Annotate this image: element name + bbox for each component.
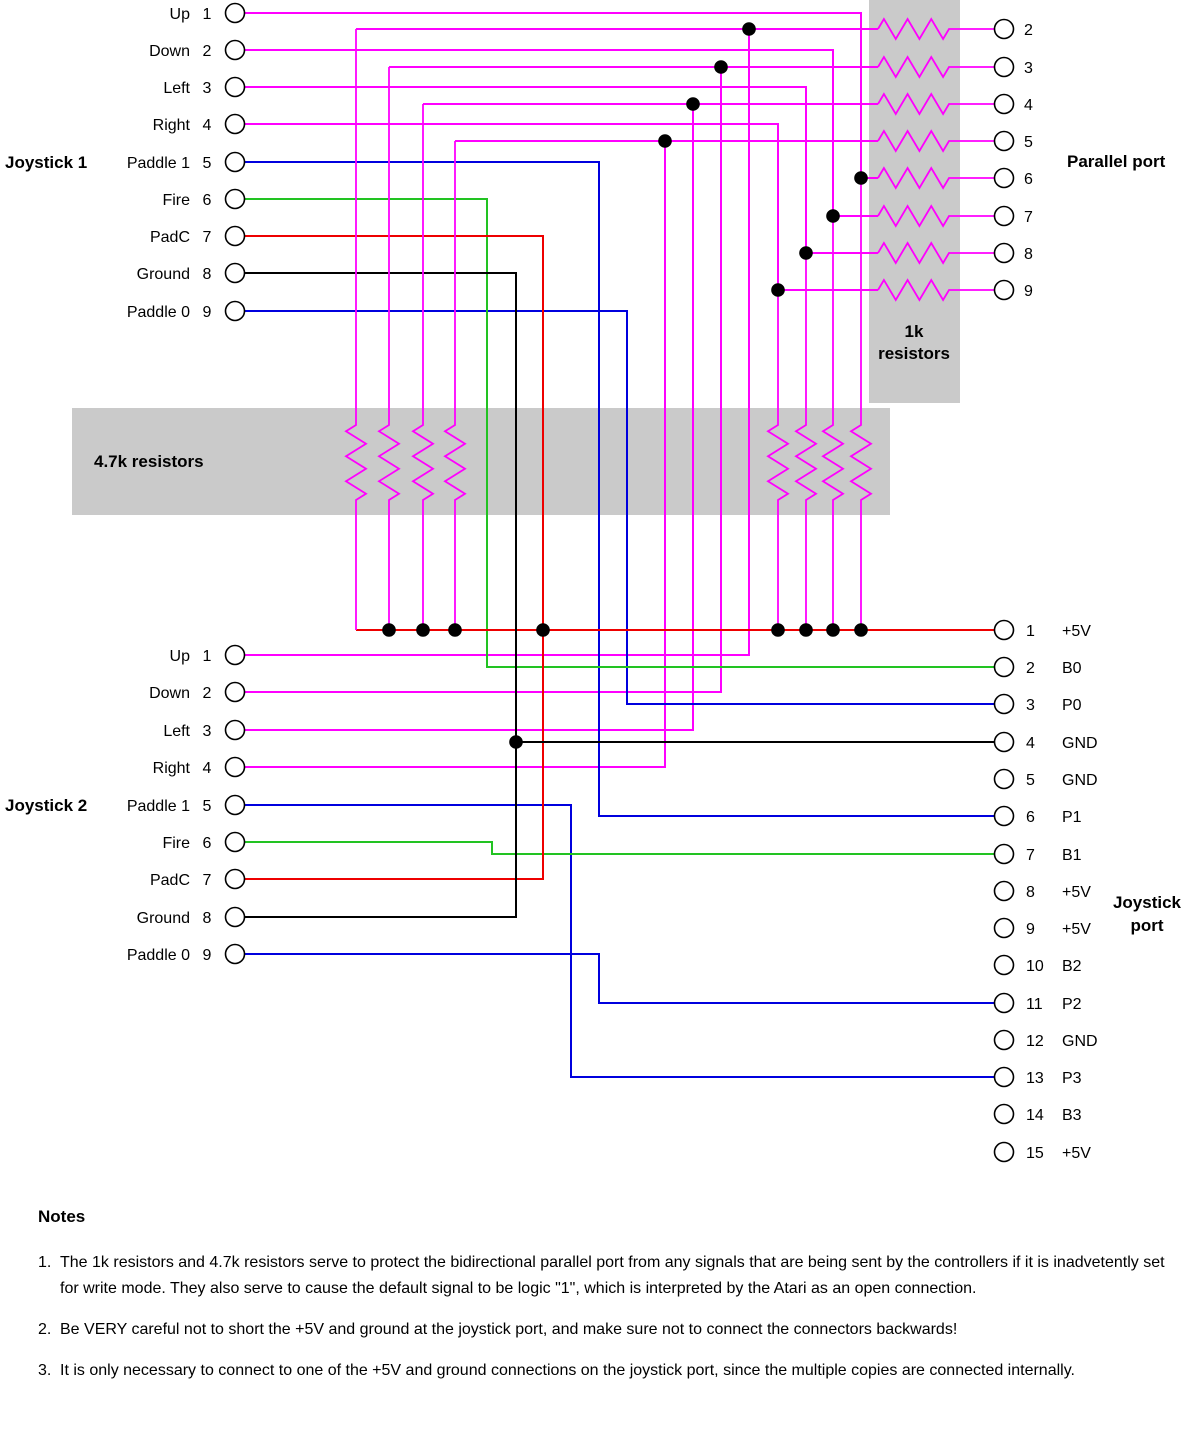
wire-j1-right (244, 124, 778, 290)
joystick-port-pin-label: B0 (1062, 660, 1082, 677)
wire-j1-down (244, 50, 833, 216)
joystick1-pin-8-circle (226, 264, 245, 283)
joystick2-pin-label: Left (163, 723, 190, 740)
joystick-port-pin-number: 9 (1026, 921, 1035, 938)
joystick-port-pin-label: P1 (1062, 809, 1082, 826)
parallel-port-pin-8-circle (995, 244, 1014, 263)
note-number: 3. (38, 1362, 52, 1379)
joystick2-pin-number: 3 (202, 723, 212, 740)
parallel-port-pin-6-circle (995, 169, 1014, 188)
joystick1-pin-label: Fire (162, 192, 190, 209)
joystick2-pin-number: 4 (202, 760, 212, 777)
junction-dot (658, 134, 672, 148)
joystick1-pin-2-circle (226, 41, 245, 60)
wire-j2-ground (244, 742, 516, 917)
band-47k-label: 4.7k resistors (94, 452, 204, 471)
joystick-port-pin-1-circle (995, 621, 1014, 640)
joystick-port-pin-number: 1 (1026, 623, 1035, 640)
joystick1-pin-1-circle (226, 4, 245, 23)
parallel-port-pin-5-circle (995, 132, 1014, 151)
resistor-4k7 (413, 104, 433, 630)
joystick1-pin-3-circle (226, 78, 245, 97)
joystick-port-pin-number: 2 (1026, 660, 1035, 677)
joystick-port-pin-label: P0 (1062, 697, 1082, 714)
parallel-port-pin-4-circle (995, 95, 1014, 114)
junction-dot (771, 283, 785, 297)
junction-dot (686, 97, 700, 111)
joystick1-pin-number: 3 (202, 80, 212, 97)
joystick2-pin-number: 7 (202, 872, 212, 889)
note-number: 2. (38, 1321, 52, 1338)
junction-dot (448, 623, 462, 637)
joystick-port-pin-5-circle (995, 770, 1014, 789)
joystick1-pin-number: 6 (202, 192, 212, 209)
junction-dot (854, 171, 868, 185)
joystick2-pin-number: 1 (202, 648, 212, 665)
joystick-port-pin-7-circle (995, 845, 1014, 864)
joystick-port-pin-6-circle (995, 807, 1014, 826)
resistor-4k7 (851, 178, 871, 630)
joystick-port-pin-11-circle (995, 994, 1014, 1013)
joystick2-pin-3-circle (226, 721, 245, 740)
parallel-port-pin-2-circle (995, 20, 1014, 39)
joystick1-pin-number: 4 (202, 117, 212, 134)
joystick-port-pin-label: +5V (1062, 884, 1091, 901)
resistor-4k7 (346, 29, 366, 630)
joystick2-pin-number: 8 (202, 910, 212, 927)
junction-dot (826, 209, 840, 223)
joystick-port-pin-10-circle (995, 956, 1014, 975)
band-1k-label-line2: resistors (878, 344, 950, 363)
junction-dot (854, 623, 868, 637)
parallel-port-pin-number: 4 (1024, 97, 1033, 114)
joystick1-title: Joystick 1 (5, 153, 88, 172)
parallel-port-pin-number: 7 (1024, 209, 1033, 226)
joystick2-pin-label: Right (152, 760, 190, 777)
joystick1-pin-label: Paddle 0 (126, 304, 190, 321)
joystick1-pin-6-circle (226, 190, 245, 209)
notes-section (38, 1204, 1183, 1399)
band-1k-label-line1: 1k (904, 322, 924, 341)
joystick-port-title-line2: port (1130, 916, 1164, 935)
junction-dot (536, 623, 550, 637)
joystick-port-pin-label: B2 (1062, 958, 1082, 975)
joystick1-pin-label: Down (149, 43, 190, 60)
joystick2-pin-4-circle (226, 758, 245, 777)
junction-dot (714, 60, 728, 74)
joystick2-pin-number: 5 (202, 798, 212, 815)
joystick2-pin-1-circle (226, 646, 245, 665)
joystick-port-pin-2-circle (995, 658, 1014, 677)
joystick1-pin-number: 1 (202, 6, 212, 23)
parallel-port-pin-9-circle (995, 281, 1014, 300)
joystick-port-pin-label: +5V (1062, 921, 1091, 938)
joystick2-pin-label: Paddle 1 (126, 798, 190, 815)
junction-dot (826, 623, 840, 637)
joystick2-pin-9-circle (226, 945, 245, 964)
junction-dot (742, 22, 756, 36)
junction-dot (799, 623, 813, 637)
note-text: The 1k resistors and 4.7k resistors serve to protect the bidirectional parallel port from any signals that are being sent by the controllers if it is inadvetently set for write mode. They also serve to cause the default signal to be logic "1", which is interpreted by the Atari as an open connection. (60, 1254, 1165, 1297)
joystick2-pin-7-circle (226, 870, 245, 889)
joystick1-pin-label: Ground (136, 266, 190, 283)
joystick-port-pin-number: 12 (1026, 1033, 1044, 1050)
joystick-port-pin-number: 14 (1026, 1107, 1044, 1124)
joystick-port-pin-label: P2 (1062, 996, 1082, 1013)
joystick-port-pin-number: 11 (1026, 996, 1043, 1013)
joystick-port-pin-label: +5V (1062, 1145, 1091, 1162)
joystick-port-pin-4-circle (995, 733, 1014, 752)
joystick-port-pin-13-circle (995, 1068, 1014, 1087)
joystick-port-pin-number: 5 (1026, 772, 1035, 789)
notes-title: Notes (38, 1207, 86, 1226)
parallel-port-pin-number: 3 (1024, 60, 1033, 77)
parallel-port-pin-7-circle (995, 207, 1014, 226)
parallel-port-pin-3-circle (995, 58, 1014, 77)
note-item-1 (38, 1250, 1183, 1302)
note-text: Be VERY careful not to short the +5V and ground at the joystick port, and make sure not to connect the connectors backwards! (60, 1321, 958, 1338)
joystick1-pin-number: 9 (202, 304, 212, 321)
joystick1-pin-number: 2 (202, 43, 212, 60)
parallel-port-pin-number: 2 (1024, 22, 1033, 39)
joystick2-pin-5-circle (226, 796, 245, 815)
joystick2-pin-label: Up (169, 648, 190, 665)
joystick-port-pin-number: 7 (1026, 847, 1035, 864)
joystick2-pin-8-circle (226, 908, 245, 927)
joystick1-pin-4-circle (226, 115, 245, 134)
junction-dot (382, 623, 396, 637)
junction-dot (771, 623, 785, 637)
joystick2-pin-label: PadC (149, 872, 190, 889)
joystick1-pin-label: Paddle 1 (126, 155, 190, 172)
joystick1-pin-number: 8 (202, 266, 212, 283)
joystick-port-pin-number: 6 (1026, 809, 1035, 826)
resistor-4k7 (445, 141, 465, 630)
joystick-port-pin-14-circle (995, 1105, 1014, 1124)
joystick2-pin-6-circle (226, 833, 245, 852)
joystick-port-pin-8-circle (995, 882, 1014, 901)
wire-j2-paddle0-p2 (244, 954, 994, 1003)
joystick2-pin-number: 6 (202, 835, 212, 852)
joystick-port-pin-label: P3 (1062, 1070, 1082, 1087)
joystick-port-pin-label: GND (1062, 1033, 1098, 1050)
joystick2-pin-label: Fire (162, 835, 190, 852)
joystick-port-title-line1: Joystick (1112, 893, 1182, 912)
parallel-port-title: Parallel port (1067, 152, 1166, 171)
joystick-port-pin-number: 4 (1026, 735, 1035, 752)
note-item-2 (38, 1317, 1183, 1343)
junction-dot (799, 246, 813, 260)
wire-j2-up (244, 29, 749, 655)
joystick-port-pin-label: GND (1062, 735, 1098, 752)
joystick2-pin-label: Paddle 0 (126, 947, 190, 964)
joystick2-pin-number: 9 (202, 947, 212, 964)
joystick-port-pin-9-circle (995, 919, 1014, 938)
resistor-4k7 (379, 67, 399, 630)
joystick-port-pin-3-circle (995, 695, 1014, 714)
joystick-port-pin-number: 10 (1026, 958, 1044, 975)
joystick2-pin-label: Ground (136, 910, 190, 927)
joystick1-pin-number: 7 (202, 229, 212, 246)
joystick-port-pin-number: 3 (1026, 697, 1035, 714)
parallel-port-pin-number: 9 (1024, 283, 1033, 300)
joystick2-title: Joystick 2 (5, 796, 88, 815)
joystick1-pin-7-circle (226, 227, 245, 246)
note-number: 1. (38, 1254, 52, 1271)
joystick2-pin-number: 2 (202, 685, 212, 702)
joystick2-pin-label: Down (149, 685, 190, 702)
wire-j2-paddle1-p3 (244, 805, 994, 1077)
joystick1-pin-number: 5 (202, 155, 212, 172)
parallel-port-pin-number: 8 (1024, 246, 1033, 263)
joystick-port-pin-number: 8 (1026, 884, 1035, 901)
joystick2-pin-2-circle (226, 683, 245, 702)
joystick-port-pin-number: 13 (1026, 1070, 1044, 1087)
parallel-port-pin-number: 6 (1024, 171, 1033, 188)
joystick-port-pin-number: 15 (1026, 1145, 1044, 1162)
joystick-port-pin-label: B1 (1062, 847, 1082, 864)
note-item-3 (38, 1358, 1183, 1384)
note-text: It is only necessary to connect to one of the +5V and ground connections on the joystick port, since the multiple copies are connected internally. (60, 1362, 1075, 1379)
joystick1-pin-label: Left (163, 80, 190, 97)
joystick-port-pin-15-circle (995, 1143, 1014, 1162)
parallel-port-pin-number: 5 (1024, 134, 1033, 151)
joystick-port-pin-label: GND (1062, 772, 1098, 789)
wire-j2-down (244, 67, 721, 692)
joystick1-pin-9-circle (226, 302, 245, 321)
joystick1-pin-label: PadC (149, 229, 190, 246)
joystick1-pin-label: Up (169, 6, 190, 23)
joystick-port-pin-12-circle (995, 1031, 1014, 1050)
joystick1-pin-label: Right (152, 117, 190, 134)
junction-dot (509, 735, 523, 749)
junction-dot (416, 623, 430, 637)
joystick-port-pin-label: B3 (1062, 1107, 1082, 1124)
joystick1-pin-5-circle (226, 153, 245, 172)
wire-j1-up (244, 13, 861, 178)
wire-j2-fire-b1 (244, 842, 994, 854)
joystick-port-pin-label: +5V (1062, 623, 1091, 640)
